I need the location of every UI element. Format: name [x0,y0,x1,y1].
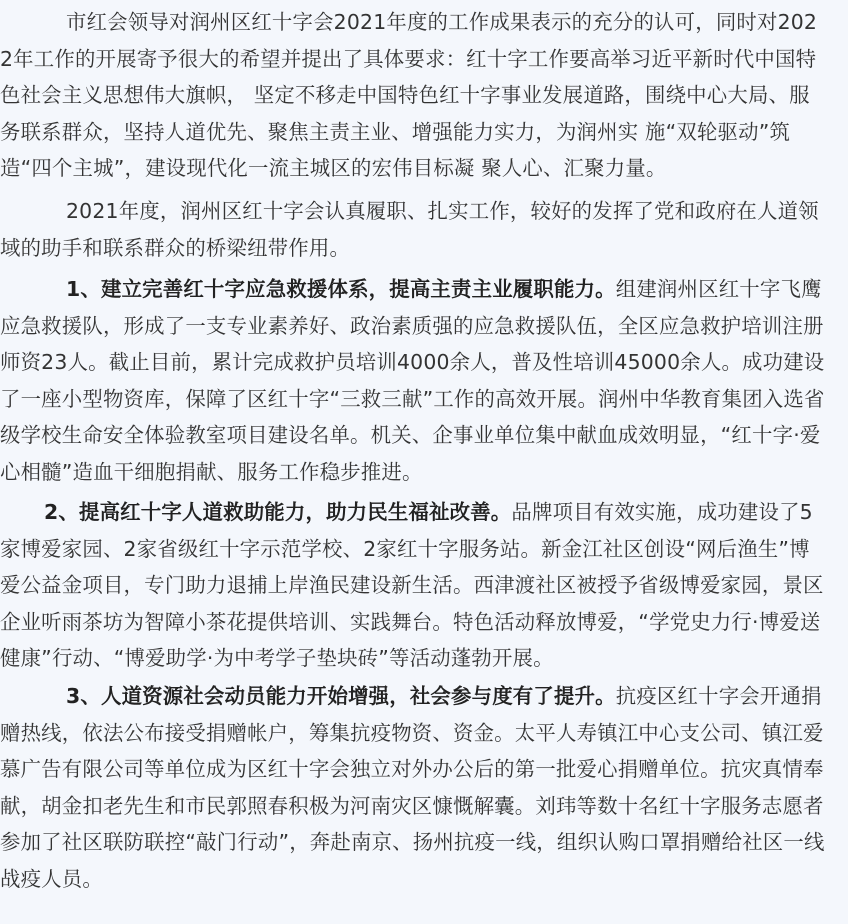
paragraph-text: 品牌项目有效实施，成功建设了5家博爱家园、2家省级红十字示范学校、2家红十字服务站。新金江社区创设“网后渔生”博爱公益金项目，专门助力退捕上岸渔民建设新生活。西津渡社区被授予省级博爱家园，景区企业听雨茶坊为智障小茶花提供培训、实践舞台。特色活动释放博爱，“学党史力行·博爱送健康”行动、“博爱助学·为中考学子垫块砖”等活动蓬勃开展。 [0,500,824,671]
section-heading-emergency-rescue: 1、建立完善红十字应急救援体系，提高主责主业履职能力。 [66,277,616,301]
paragraph-text: 2021年度，润州区红十字会认真履职、扎实工作，较好的发挥了党和政府在人道领域的助手和联系群众的桥梁纽带作用。 [0,199,819,260]
paragraph-city-red-cross-recognition [0,4,828,187]
paragraph-text: 组建润州区红十字飞鹰应急救援队，形成了一支专业素养好、政治素质强的应急救援队伍，全区应急救护培训注册师资23人。截止目前，累计完成救护员培训4000余人，普及性培训45000余人。成功建设了一座小型物资库，保障了区红十字“三救三献”工作的高效开展。润州中华教育集团入选省级学校生命安全体验教室项目建设名单。机关、企事业单位集中献血成效明显，“红十字·爱心相髓”造血干细胞捐献、服务工作稳步推进。 [0,277,825,484]
paragraph-annual-summary [0,193,828,266]
paragraph-social-mobilization [0,678,828,898]
paragraph-humanitarian-aid [0,494,828,677]
paragraph-emergency-rescue [0,271,828,491]
section-heading-humanitarian-aid: 2、提高红十字人道救助能力，助力民生福祉改善。 [44,500,512,524]
section-heading-social-mobilization: 3、人道资源社会动员能力开始增强，社会参与度有了提升。 [66,684,616,708]
paragraph-text: 抗疫区红十字会开通捐赠热线，依法公布接受捐赠帐户，筹集抗疫物资、资金。太平人寿镇江中心支公司、镇江爱慕广告有限公司等单位成为区红十字会独立对外办公后的第一批爱心捐赠单位。抗灾真情奉献，胡金扣老先生和市民郭照春积极为河南灾区慷慨解囊。刘玮等数十名红十字服务志愿者参加了社区联防联控“敲门行动”，奔赴南京、扬州抗疫一线，组织认购口罩捐赠给社区一线战疫人员。 [0,684,825,891]
paragraph-text: 市红会领导对润州区红十字会2021年度的工作成果表示的充分的认可，同时对2022年工作的开展寄予很大的希望并提出了具体要求：红十字工作要高举习近平新时代中国特色社会主义思想伟大旗帜， 坚定不移走中国特色红十字事业发展道路，围绕中心大局、服务联系群众，坚持人道优先、聚焦主责主业、增强能力实力，为润州实 施“双轮驱动”筑造“四个主城”，建设现代化一流主城区的宏伟目标凝 聚人心、汇聚力量。 [0,10,818,181]
